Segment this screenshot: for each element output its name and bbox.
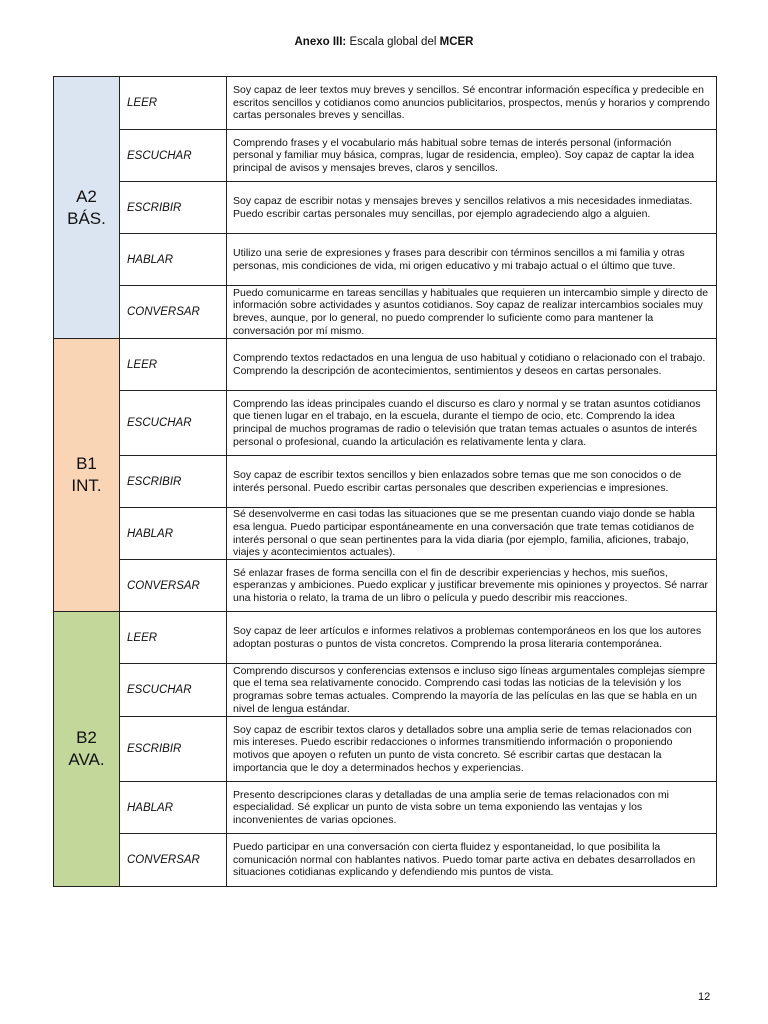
page-title: [0, 36, 768, 48]
skill-label: ESCUCHAR: [120, 130, 227, 182]
skill-label: CONVERSAR: [120, 286, 227, 339]
skill-description: Soy capaz de leer artículos e informes relativos a problemas contemporáneos en los que los autores adoptan posturas o puntos de vista concretos. Comprendo la prosa literaria contemporánea.: [227, 612, 717, 664]
skill-label: ESCUCHAR: [120, 664, 227, 717]
table-row: [54, 560, 717, 612]
skill-label: ESCRIBIR: [120, 456, 227, 508]
skill-label: LEER: [120, 612, 227, 664]
level-cell-a2: [54, 77, 120, 339]
skill-label: HABLAR: [120, 234, 227, 286]
skill-description: Comprendo textos redactados en una lengua de uso habitual y cotidiano o relacionado con el trabajo. Comprendo la descripción de acontecimientos, sentimientos y deseos en cartas personales.: [227, 339, 717, 391]
table-row: [54, 717, 717, 782]
skill-description: Soy capaz de escribir notas y mensajes breves y sencillos relativos a mis necesidades inmediatas. Puedo escribir cartas personales muy sencillas, por ejemplo agradeciendo algo a alguien.: [227, 182, 717, 234]
skill-label: ESCUCHAR: [120, 391, 227, 456]
title-text: Escala global del: [346, 36, 440, 48]
level-name: INT.: [71, 476, 102, 495]
skill-description: Soy capaz de escribir textos sencillos y bien enlazados sobre temas que me son conocidos o de interés personal. Puedo escribir cartas personales que describen experiencias e impresiones.: [227, 456, 717, 508]
table-row: [54, 508, 717, 560]
skill-description: Comprendo frases y el vocabulario más habitual sobre temas de interés personal (información personal y familiar muy básica, compras, lugar de residencia, empleo). Soy capaz de captar la idea principal de avisos y mensajes breves, claros y sencillos.: [227, 130, 717, 182]
level-code: B2: [76, 728, 97, 747]
skill-description: Soy capaz de leer textos muy breves y sencillos. Sé encontrar información específica y predecible en escritos sencillos y cotidianos como anuncios publicitarios, prospectos, menús y horarios y comprendo cartas personales breves y sencillas.: [227, 77, 717, 130]
skill-description: Comprendo discursos y conferencias extensos e incluso sigo líneas argumentales complejas siempre que el tema sea relativamente conocido. Comprendo casi todas las noticias de la televisión y los programas sobre temas actuales. Comprendo la mayoría de las películas en las que se habla en un nivel de lengua estándar.: [227, 664, 717, 717]
skill-description: Utilizo una serie de expresiones y frases para describir con términos sencillos a mi familia y otras personas, mis condiciones de vida, mi origen educativo y mi trabajo actual o el último que tuve.: [227, 234, 717, 286]
skill-description: Sé enlazar frases de forma sencilla con el fin de describir experiencias y hechos, mis sueños, esperanzas y ambiciones. Puedo explicar y justificar brevemente mis opiniones y proyectos. Sé narrar una historia o relato, la trama de un libro o película y puedo describir mis reacciones.: [227, 560, 717, 612]
page-number: 12: [698, 991, 711, 1003]
skill-label: CONVERSAR: [120, 560, 227, 612]
table-row: [54, 612, 717, 664]
level-cell-b1: [54, 339, 120, 612]
title-bold-prefix: Anexo III:: [294, 36, 347, 48]
table-row: [54, 664, 717, 717]
level-cell-b2: [54, 612, 120, 887]
level-name: AVA.: [68, 750, 105, 769]
skill-label: LEER: [120, 339, 227, 391]
table-row: [54, 286, 717, 339]
skill-description: Sé desenvolverme en casi todas las situaciones que se me presentan cuando viajo donde se habla esa lengua. Puedo participar espontáneamente en una conversación que trate temas cotidianos de interés personal o que sean pertinentes para la vida diaria (por ejemplo, familia, aficiones, trabajo, viajes y acontecimientos actuales).: [227, 508, 717, 560]
table-row: [54, 834, 717, 887]
skill-label: CONVERSAR: [120, 834, 227, 887]
skill-label: ESCRIBIR: [120, 717, 227, 782]
cefr-scale-table: [53, 76, 717, 887]
skill-label: HABLAR: [120, 782, 227, 834]
skill-label: ESCRIBIR: [120, 182, 227, 234]
table-row: [54, 130, 717, 182]
table-row: [54, 182, 717, 234]
table-row: [54, 234, 717, 286]
skill-description: Puedo comunicarme en tareas sencillas y habituales que requieren un intercambio simple y directo de información sobre actividades y asuntos cotidianos. Soy capaz de realizar intercambios sociales muy breves, aunque, por lo general, no puedo comprender lo suficiente como para mantener la conversación por mí mismo.: [227, 286, 717, 339]
level-name: BÁS.: [67, 208, 106, 228]
table-row: [54, 391, 717, 456]
table-row: [54, 77, 717, 130]
table-row: [54, 456, 717, 508]
skill-description: Soy capaz de escribir textos claros y detallados sobre una amplia serie de temas relacionados con mis intereses. Puedo escribir redacciones o informes transmitiendo información o proponiendo motivos que apoyen o refuten un punto de vista concreto. Sé escribir cartas que destacan la importancia que le doy a determinados hechos y experiencias.: [227, 717, 717, 782]
level-code: A2: [76, 186, 97, 206]
table-row: [54, 339, 717, 391]
level-code: B1: [76, 454, 97, 473]
title-bold-suffix: MCER: [439, 36, 474, 48]
skill-description: Puedo participar en una conversación con cierta fluidez y espontaneidad, lo que posibilita la comunicación normal con hablantes nativos. Puedo tomar parte activa en debates desarrollados en situaciones cotidianas explicando y defendiendo mis puntos de vista.: [227, 834, 717, 887]
skill-description: Presento descripciones claras y detalladas de una amplia serie de temas relacionados con mi especialidad. Sé explicar un punto de vista sobre un tema exponiendo las ventajas y los inconvenientes de varias opciones.: [227, 782, 717, 834]
skill-description: Comprendo las ideas principales cuando el discurso es claro y normal y se tratan asuntos cotidianos que tienen lugar en el trabajo, en la escuela, durante el tiempo de ocio, etc. Comprendo la idea principal de muchos programas de radio o televisión que tratan temas actuales o asuntos de interés personal o profesional, cuando la articulación es relativamente lenta y clara.: [227, 391, 717, 456]
skill-label: LEER: [120, 77, 227, 130]
table-row: [54, 782, 717, 834]
skill-label: HABLAR: [120, 508, 227, 560]
